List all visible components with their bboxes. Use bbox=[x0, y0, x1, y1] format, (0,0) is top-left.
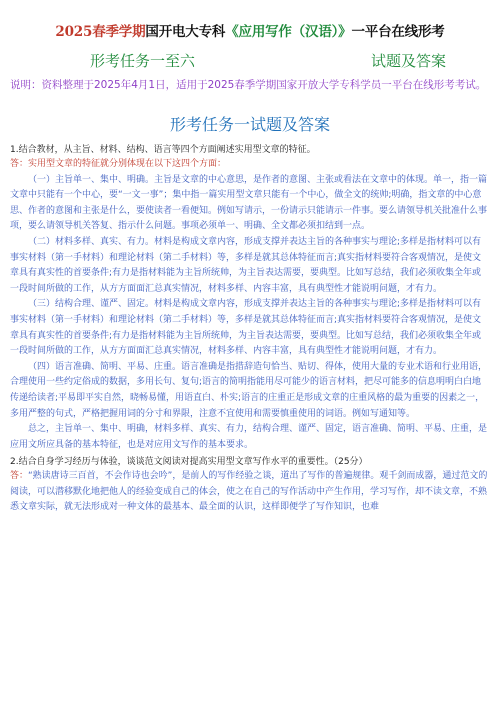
section-title: 形考任务一试题及答案 bbox=[169, 115, 330, 134]
title-level: 国开电大专科 bbox=[145, 24, 226, 40]
answer-1-point-2: （二）材料多样、真实、有力。材料是构成文章内容，形成支撑并表达主旨的各种事实与理论;多样是指材料可以有事实材料（第一手材料）和理论材料（第二手材料）等，多样是就其总体特征而言;真实指材料要符合客观情况，是使文章具有真实性的首要条件;有力是指材料能为主旨所统帅，为主旨表达需要，要典型。比如写总结，我们必须收集全年或一段时间所做的工作，从方方面面汇总真实情况，材料多样、内容丰富，具有典型性才能说明问题，才有力。 bbox=[10, 236, 482, 294]
title-platform: 一平台在线形考 bbox=[351, 24, 445, 40]
document-title bbox=[10, 20, 490, 40]
subtitle-tasks: 形考任务一至六 bbox=[90, 52, 196, 70]
question-2: 2.结合自身学习经历与体验，谈谈范文阅读对提高实用型文章写作水平的重要性。（25分） bbox=[10, 457, 368, 468]
answer-label: 答： bbox=[10, 159, 29, 169]
answer-1-lead bbox=[10, 157, 490, 173]
answer-2-text: “熟读唐诗三百首，不会作诗也会吟”，是前人的写作经验之谈，道出了写作的普遍规律。观千剑而成器，通过范文的阅读，可以潜移默化地把他人的经验变成自己的体会，使之在自己的写作活动中产生作用，学习写作，却不读文章，不熟悉文章实际，就无法形成对一种文体的最基本、最全面的认识，这样即便学了写作知识，也难 bbox=[10, 471, 488, 513]
answer-1-point-3: （三）结构合理、谨严、固定。材料是构成文章内容，形成支撑并表达主旨的各种事实与理论;多样是指材料可以有事实材料（第一手材料）和理论材料（第二手材料）等，多样是就其总体特征而言;真实指材料要符合客观情况，是使文章具有真实性的首要条件;有力是指材料能为主旨所统帅，为主旨表达需要，要典型。比如写总结，我们必须收集全年或一段时间所做的工作，从方方面面汇总真实情况，材料多样、内容丰富，具有典型性才能说明问题，才有力。 bbox=[10, 299, 482, 357]
subtitle-answers: 试题及答案 bbox=[370, 52, 446, 70]
answer-label: 答： bbox=[10, 471, 29, 482]
answer-1-point-4: （四）语言准确、简明、平易、庄重。语言准确是指措辞造句恰当、贴切、得体，使用大量的专业术语和行业用语，合理使用一些约定俗成的数据，多用长句、复句;语言的简明指能用尽可能少的语言材料，把尽可能多的信息明明白白地传递给读者;平易即平实自然，晓畅易懂，用语直白、朴实;语言的庄重正是形成文章的庄重风格的最为重要的因素之一，多用严整的句式，严格把握用词的分寸和界限，注意不宜使用和需要慎重使用的词语。例如写通知等。 bbox=[10, 361, 488, 419]
answer-1-summary: 总之，主旨单一、集中、明确，材料多样、真实、有力，结构合理、谨严、固定，语言准确、简明、平易、庄重，是应用文所应具备的基本特征，也是对应用文写作的基本要求。 bbox=[10, 424, 488, 450]
title-semester: 2025春季学期 bbox=[55, 24, 146, 40]
answer-2 bbox=[10, 469, 490, 516]
answer-lead-text: 实用型文章的特征就分别体现在以下这四个方面： bbox=[28, 159, 227, 169]
question-1: 1.结合教材，从主旨、材料、结构、语言等四个方面阐述实用型文章的特征。 bbox=[10, 145, 316, 155]
title-course: 《应用写作（汉语）》 bbox=[225, 24, 352, 40]
answer-1-point-1: （一）主旨单一、集中、明确。主旨是文章的中心意思，是作者的意图、主张或看法在文章中的体现。单一，指一篇文章中只能有一个中心，要“一文一事”；集中指一篇实用型文章只能有一个中心，做全文的统帅;明确，指文章的中心意思、作者的意图和主张是什么，要使读者一看便知。例如写请示，一份请示只能请示一件事。要么请领导机关批准什么事项，要么请领导机关答复、指示什么问题。事项必须单一、明确、全文都必须扣结到一点。 bbox=[10, 174, 488, 232]
note-text: 说明：资料整理于2025年4月1日，适用于2025春季学期国家开放大学专科学员一平台在线形考考试。 bbox=[10, 79, 487, 91]
subtitle-row bbox=[10, 50, 490, 71]
